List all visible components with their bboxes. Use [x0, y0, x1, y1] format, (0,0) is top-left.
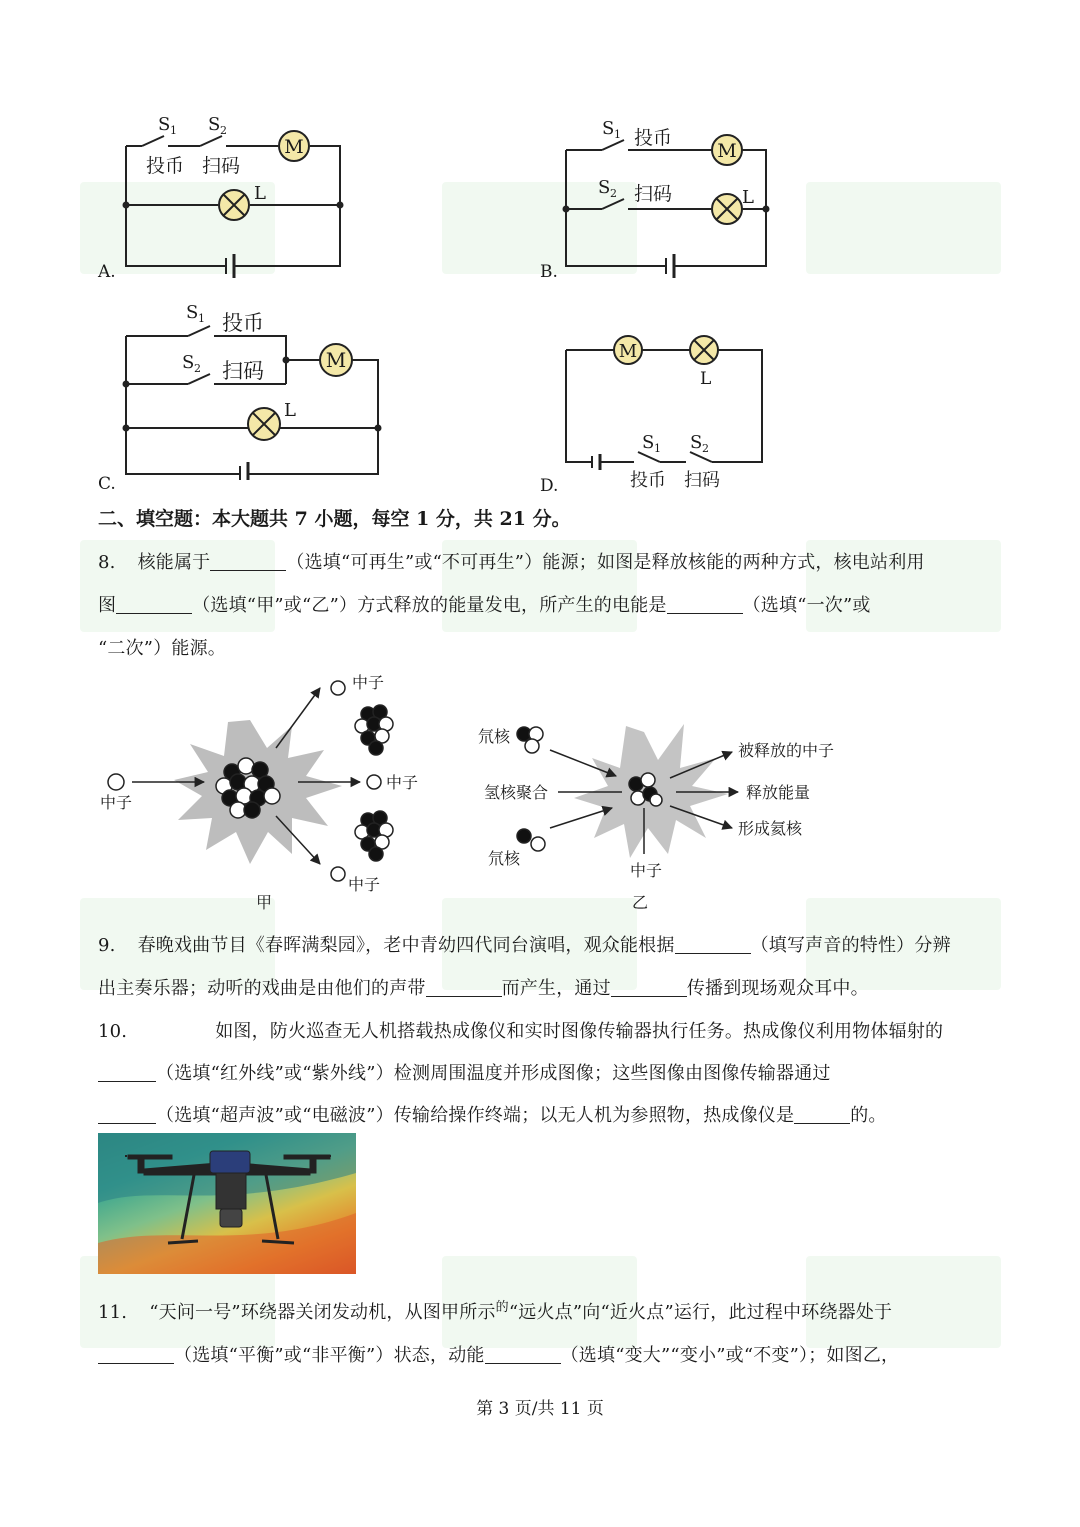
answer-blank[interactable]	[667, 595, 743, 614]
q11-line-2	[98, 1341, 899, 1367]
neutron-incoming	[108, 774, 124, 790]
q8-text: （选填“一次”或	[742, 595, 871, 616]
neutron-out-mid	[367, 775, 381, 789]
neutron-label: 中子	[100, 793, 133, 812]
question-number: 9.	[98, 935, 116, 956]
lamp-label: L	[254, 183, 266, 204]
q10-line-2	[98, 1059, 831, 1085]
figure-caption-yi: 乙	[632, 893, 649, 912]
lamp-label: L	[742, 187, 754, 208]
page-footer: 第 3 页/共 11 页	[476, 1399, 604, 1419]
q9-line-1	[98, 931, 951, 957]
q8-line-1	[98, 548, 925, 574]
q9-text: 而产生，通过	[501, 978, 611, 999]
switch-s1-label: S	[186, 302, 199, 323]
q9-line-2	[98, 974, 869, 1000]
fission-fragment-top	[355, 705, 393, 755]
q8-text: 图	[98, 595, 117, 616]
switch-s1-label: S	[158, 114, 171, 135]
deuterium-bottom	[517, 829, 545, 851]
figure-caption-jia: 甲	[256, 893, 273, 912]
answer-blank[interactable]	[675, 935, 751, 954]
helium-label: 形成氦核	[738, 819, 803, 838]
neutron-label: 中子	[352, 673, 385, 692]
switch-s2-subscript: 2	[610, 187, 617, 200]
motor-label: M	[284, 136, 304, 158]
switch-s1-label: S	[642, 432, 655, 453]
switch-s1-subscript: 1	[170, 124, 177, 137]
released-neutron-label: 被释放的中子	[738, 741, 835, 760]
deuterium-top	[517, 727, 543, 753]
answer-blank[interactable]	[485, 1345, 561, 1364]
switch-s2-subscript: 2	[194, 362, 201, 375]
switch-s1-subscript: 1	[614, 128, 621, 141]
switch-s1-subscript: 1	[198, 312, 205, 325]
option-a-label: A.	[98, 262, 116, 282]
option-c-label: C.	[98, 474, 116, 494]
switch-s2-label: S	[598, 177, 611, 198]
watermark	[806, 182, 1001, 274]
q8-line-3	[98, 634, 226, 660]
q10-line-3	[98, 1101, 887, 1127]
q9-text: 传播到现场观众耳中。	[686, 978, 869, 999]
q8-text: （选填“甲”或“乙”）方式释放的能量发电，所产生的电能是	[192, 595, 667, 616]
answer-blank[interactable]	[116, 595, 192, 614]
release-energy-label: 释放能量	[746, 783, 811, 802]
q9-text: 春晚戏曲节目《春晖满梨园》，老中青幼四代同台演唱，观众能根据	[137, 935, 675, 956]
answer-blank[interactable]	[794, 1105, 850, 1124]
q8-text: （选填“可再生”或“不可再生”）能源；如图是释放核能的两种方式，核电站利用	[286, 552, 925, 573]
switch-s2-label: S	[690, 432, 703, 453]
q9-text: 出主奏乐器；动听的戏曲是由他们的声带	[98, 978, 426, 999]
q8-line-2	[98, 591, 871, 617]
q10-text: （选填“红外线”或“紫外线”）检测周围温度并形成图像；这些图像由图像传输器通过	[156, 1063, 831, 1084]
scan-label: 扫码	[684, 470, 720, 491]
q10-text: 如图，防火巡查无人机搭载热成像仪和实时图像传输器执行任务。热成像仪利用物体辐射的	[215, 1021, 944, 1042]
coin-label: 投币	[630, 470, 666, 491]
answer-blank[interactable]	[98, 1105, 156, 1124]
answer-blank[interactable]	[98, 1063, 156, 1082]
switch-s2-label: S	[182, 352, 195, 373]
answer-blank[interactable]	[426, 978, 502, 997]
switch-s2-subscript: 2	[702, 442, 709, 455]
question-number: 8.	[98, 552, 116, 573]
q11-text: （选填“变大”“变小”或“不变”）；如图乙，	[560, 1345, 900, 1366]
q8-text: “二次”）能源。	[98, 638, 227, 659]
q8-text: 核能属于	[137, 552, 211, 573]
circuit-diagram-d	[556, 330, 776, 496]
motor-label: M	[618, 341, 638, 362]
q10-text: （选填“超声波”或“电磁波”）传输给操作终端；以无人机为参照物，热成像仪是	[156, 1105, 795, 1126]
answer-blank[interactable]	[611, 978, 687, 997]
scan-label: 扫码	[634, 183, 673, 205]
q11-text: “天问一号”环绕器关闭发动机，从图甲所示	[149, 1302, 496, 1323]
scan-label: 扫码	[202, 155, 241, 177]
nuclear-reaction-diagram	[92, 668, 872, 918]
coin-label: 投币	[634, 127, 673, 149]
coin-label: 投币	[146, 155, 185, 177]
neutron-out-top	[331, 681, 345, 695]
coin-label: 投币	[222, 311, 264, 335]
switch-s1-label: S	[602, 118, 615, 139]
q11-text: （选填“平衡”或“非平衡”）状态，动能	[174, 1345, 485, 1366]
switch-s2-subscript: 2	[220, 124, 227, 137]
section-title: 二、填空题：本大题共 7 小题，每空 1 分，共 21 分。	[98, 508, 571, 530]
circuit-diagram-b	[556, 112, 776, 280]
switch-s2-label: S	[208, 114, 221, 135]
fission-fragment-bottom	[355, 811, 393, 861]
q9-text: （填写声音的特性）分辨	[750, 935, 951, 956]
hydrogen-fusion-label: 氢核聚合	[484, 783, 549, 802]
scan-label: 扫码	[222, 359, 264, 383]
option-b-label: B.	[540, 262, 558, 282]
deuterium-label: 氘核	[478, 727, 511, 746]
drone-thermal-photo	[98, 1133, 356, 1274]
switch-s1-subscript: 1	[654, 442, 661, 455]
q10-line-1	[98, 1017, 943, 1043]
q11-line-1	[98, 1296, 892, 1324]
lamp-label: L	[700, 369, 712, 389]
neutron-out-bottom	[331, 867, 345, 881]
answer-blank[interactable]	[210, 552, 286, 571]
answer-blank[interactable]	[98, 1345, 174, 1364]
question-number: 11.	[98, 1302, 128, 1323]
motor-label: M	[717, 140, 737, 162]
neutron-label: 中子	[348, 875, 381, 894]
lamp-label: L	[284, 400, 296, 421]
neutron-label: 中子	[630, 861, 663, 880]
circuit-diagram-a	[98, 108, 358, 280]
q10-text: 的。	[850, 1105, 887, 1126]
neutron-label: 中子	[386, 773, 419, 792]
deuterium-label: 氘核	[488, 849, 521, 868]
q11-text: 的	[495, 1300, 509, 1315]
option-d-label: D.	[540, 476, 559, 496]
circuit-diagram-c	[108, 296, 388, 480]
question-number: 10.	[98, 1021, 128, 1042]
q11-text: “远火点”向“近火点”运行，此过程中环绕器处于	[508, 1302, 893, 1323]
motor-label: M	[325, 348, 347, 372]
